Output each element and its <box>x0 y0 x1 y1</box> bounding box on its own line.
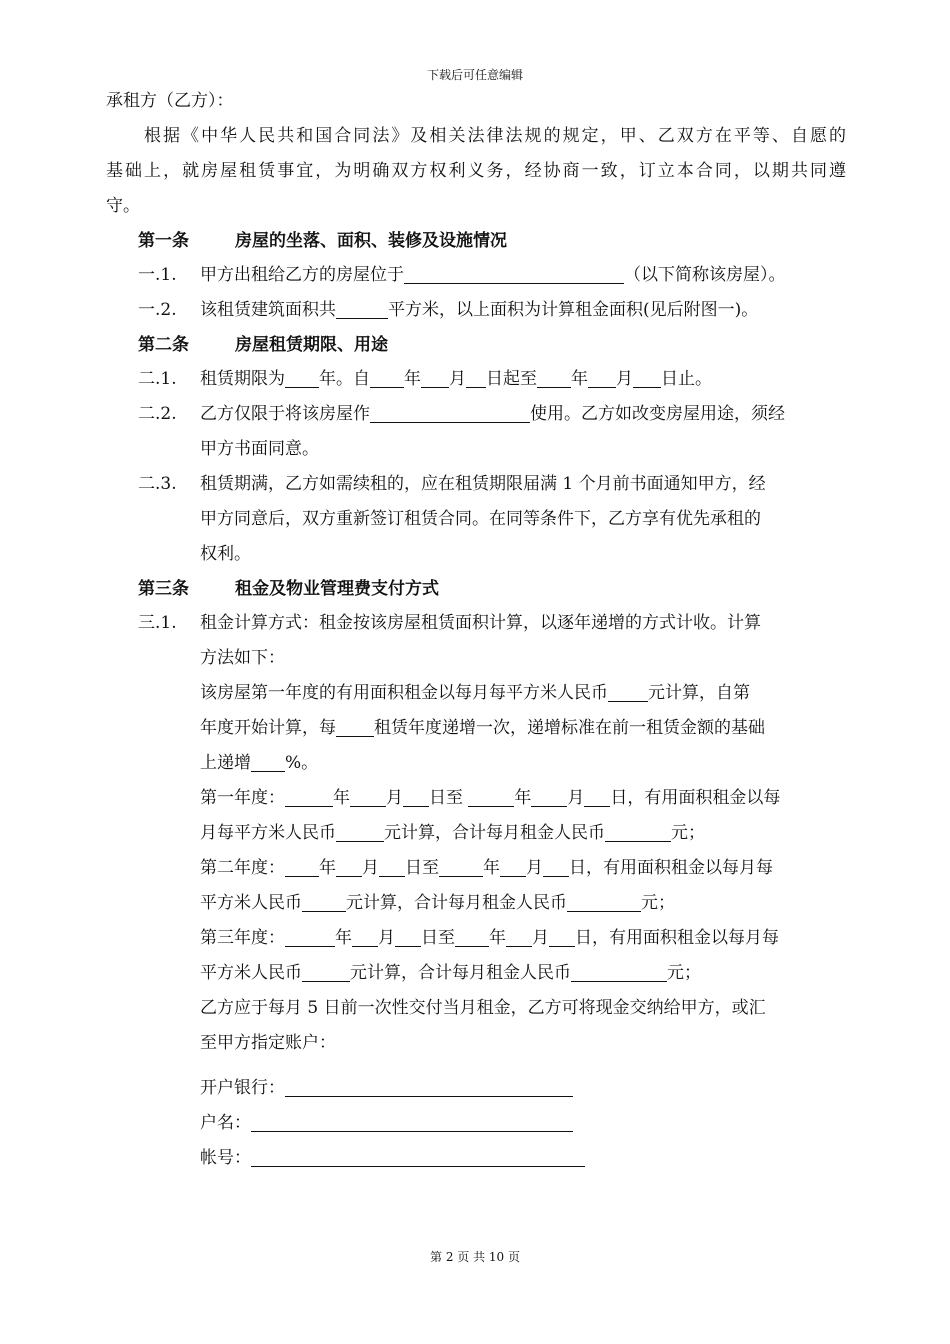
article-1-title: 房屋的坐落、面积、装修及设施情况 <box>235 231 507 251</box>
y1-end-month-blank[interactable] <box>531 785 567 807</box>
contract-page <box>106 84 846 1176</box>
year-3-line-2: 平方米人民币 元计算，合计每月租金人民币 元； <box>106 956 846 991</box>
article-3-heading <box>106 572 846 606</box>
y2-rate-blank[interactable] <box>302 890 346 912</box>
clause-3-1: 三.1. 租金计算方式：租金按该房屋租赁面积计算，以逐年递增的方式计收。计算 <box>138 613 761 633</box>
account-number-line: 帐号： <box>106 1141 846 1176</box>
payment-line-2: 至甲方指定账户： <box>200 1033 336 1053</box>
article-2-heading <box>106 328 846 362</box>
clause-2-3-line-3: 权利。 <box>200 544 251 564</box>
bank-blank[interactable] <box>285 1075 573 1097</box>
bank-line: 开户银行： <box>106 1071 846 1106</box>
usage-blank[interactable] <box>370 401 530 423</box>
y3-start-year-blank[interactable] <box>285 925 335 947</box>
intro-line-2: 基础上，就房屋租赁事宜，为明确双方权利义务，经协商一致，订立本合同，以期共同遵 <box>106 161 846 181</box>
y3-end-day-blank[interactable] <box>549 925 575 947</box>
y1-start-day-blank[interactable] <box>403 785 429 807</box>
y1-start-year-blank[interactable] <box>285 785 333 807</box>
lessee-label: 承租方（乙方）： <box>106 91 234 111</box>
rent-paragraph-3: 上递增 %。 <box>106 746 846 781</box>
end-year-blank[interactable] <box>537 366 571 388</box>
y2-start-day-blank[interactable] <box>379 855 405 877</box>
intro-line-1: 根据《中华人民共和国合同法》及相关法律法规的规定，甲、乙双方在平等、自愿的 <box>144 126 846 146</box>
area-blank[interactable] <box>336 297 388 319</box>
y2-start-year-blank[interactable] <box>285 855 319 877</box>
increase-percent-blank[interactable] <box>251 750 285 772</box>
y3-start-day-blank[interactable] <box>395 925 421 947</box>
start-month-blank[interactable] <box>421 366 449 388</box>
clause-2-3-line-2: 甲方同意后，双方重新签订租赁合同。在同等条件下，乙方享有优先承租的 <box>200 509 761 529</box>
y2-total-blank[interactable] <box>567 890 641 912</box>
payment-line-1: 乙方应于每月 5 日前一次性交付当月租金，乙方可将现金交纳给甲方，或汇 <box>200 998 766 1018</box>
y1-total-blank[interactable] <box>605 820 671 842</box>
clause-1-2: 一.2. 该租赁建筑面积共 平方米，以上面积为计算租金面积(见后附图一)。 <box>106 293 846 328</box>
page-footer: 第 2 页 共 10 页 <box>430 1250 520 1264</box>
y3-start-month-blank[interactable] <box>352 925 378 947</box>
article-1-label: 第一条 <box>138 231 189 251</box>
clause-1-1: 一.1. 甲方出租给乙方的房屋位于 （以下简称该房屋）。 <box>106 258 846 293</box>
y3-total-blank[interactable] <box>571 960 667 982</box>
end-day-blank[interactable] <box>633 366 661 388</box>
term-years-blank[interactable] <box>285 366 319 388</box>
article-2-label: 第二条 <box>138 335 189 355</box>
end-month-blank[interactable] <box>588 366 616 388</box>
clause-2-1: 二.1. 租赁期限为 年。自 年 月 日起至 年 月 日止。 <box>106 362 846 397</box>
y1-end-day-blank[interactable] <box>584 785 610 807</box>
year-3-line: 第三年度： 年 月 日至 年 月 日，有用面积租金以每月每 <box>106 921 846 956</box>
y3-end-year-blank[interactable] <box>455 925 489 947</box>
clause-2-3: 二.3. 租赁期满，乙方如需续租的，应在租赁期限届满 1 个月前书面通知甲方，经 <box>138 474 766 494</box>
account-name-blank[interactable] <box>251 1110 573 1132</box>
y3-rate-blank[interactable] <box>302 960 350 982</box>
article-1-heading <box>106 224 846 258</box>
clause-3-1-line-2: 方法如下： <box>200 648 285 668</box>
intro-line-3: 守。 <box>106 196 140 216</box>
y1-start-month-blank[interactable] <box>350 785 386 807</box>
clause-2-2: 二.2. 乙方仅限于将该房屋作 使用。乙方如改变房屋用途，须经 <box>106 397 846 432</box>
y2-end-year-blank[interactable] <box>439 855 483 877</box>
y1-end-year-blank[interactable] <box>468 785 514 807</box>
y2-start-month-blank[interactable] <box>336 855 362 877</box>
y2-end-day-blank[interactable] <box>543 855 569 877</box>
y2-end-month-blank[interactable] <box>500 855 526 877</box>
year-1-line: 第一年度： 年 月 日至 年 月 日，有用面积租金以每 <box>106 781 846 816</box>
start-day-blank[interactable] <box>466 366 486 388</box>
rent-paragraph-2: 年度开始计算，每 租赁年度递增一次，递增标准在前一租赁金额的基础 <box>106 711 846 746</box>
year-2-line: 第二年度： 年 月 日至 年 月 日，有用面积租金以每月每 <box>106 851 846 886</box>
account-name-line: 户名： <box>106 1106 846 1141</box>
location-blank[interactable] <box>404 262 624 284</box>
article-3-title: 租金及物业管理费支付方式 <box>235 579 439 599</box>
article-2-title: 房屋租赁期限、用途 <box>235 335 388 355</box>
y1-rate-blank[interactable] <box>336 820 384 842</box>
start-year-blank[interactable] <box>370 366 404 388</box>
first-year-rate-blank[interactable] <box>608 680 648 702</box>
rent-paragraph-1: 该房屋第一年度的有用面积租金以每月每平方米人民币 元计算，自第 <box>106 676 846 711</box>
article-3-label: 第三条 <box>138 579 189 599</box>
year-1-line-2: 月每平方米人民币 元计算，合计每月租金人民币 元； <box>106 816 846 851</box>
increase-interval-blank[interactable] <box>336 715 374 737</box>
account-number-blank[interactable] <box>251 1145 585 1167</box>
year-2-line-2: 平方米人民币 元计算，合计每月租金人民币 元； <box>106 886 846 921</box>
page-header: 下载后可任意编辑 <box>426 68 523 82</box>
y3-end-month-blank[interactable] <box>506 925 532 947</box>
clause-2-2-cont: 甲方书面同意。 <box>200 439 319 459</box>
